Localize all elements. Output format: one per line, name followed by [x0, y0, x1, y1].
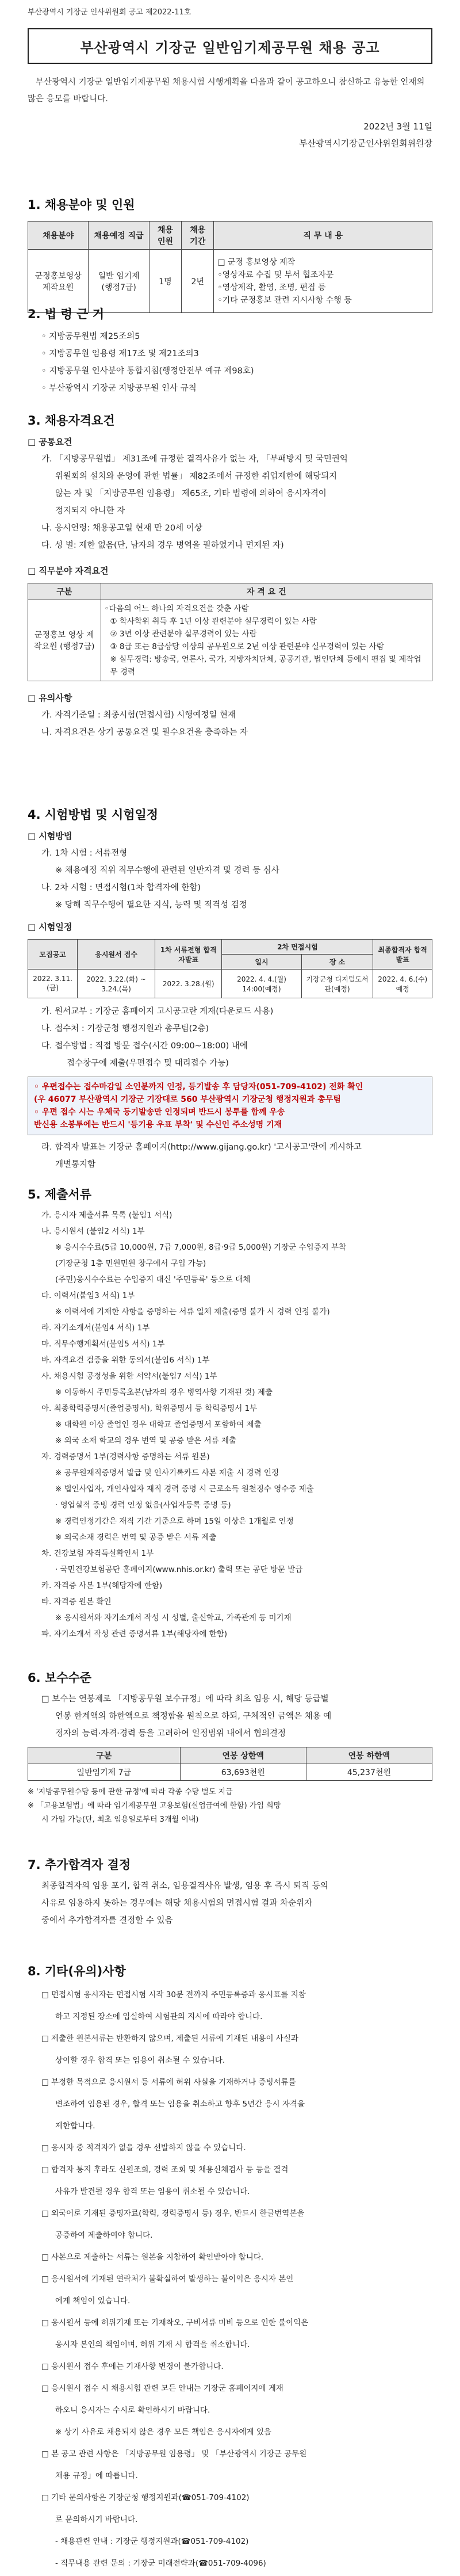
- table-header: 1차 서류전형 합격자발표: [155, 940, 222, 970]
- list-line: 하고 지정된 장소에 입실하여 시험관의 지시에 따라야 합니다.: [55, 2012, 263, 2021]
- table-cell: 2022. 4. 4.(월) 14:00(예정): [222, 970, 301, 998]
- legal-item: ◦ 지방공무원법 제25조의5: [41, 332, 140, 341]
- list-line: □ 응시원서 접수 후에는 기재사항 변경이 불가합니다.: [41, 2362, 224, 2371]
- page-title: 부산광역시 기장군 일반임기제공무원 채용 공고: [28, 28, 432, 64]
- list-line: 마. 직무수행계획서(붙임5 서식) 1부: [41, 1339, 165, 1349]
- list-line: ※ 상기 사유로 채용되지 않은 경우 모든 책임은 응시자에게 있음: [55, 2428, 271, 2437]
- schedule-table: [28, 939, 432, 998]
- list-line: 사유가 발견될 경우 합격 또는 임용이 취소될 수 있습니다.: [55, 2187, 250, 2196]
- method-line: ※ 채용예정 직위 직무수행에 관련된 일반자격 및 경력 등 심사: [55, 866, 279, 875]
- section-heading: 6. 보수수준: [28, 1671, 92, 1685]
- recruitment-table: [28, 221, 432, 313]
- note-line: 나. 자격요건은 상기 공통요건 및 필수요건을 충족하는 자: [41, 728, 248, 737]
- table-cell: 2022. 3.11.(금): [28, 970, 78, 998]
- method-title: □ 시험방법: [28, 831, 72, 841]
- list-line: □ 응시원서 접수 시 채용시험 관련 모든 안내는 기장군 홈페이지에 게재: [41, 2384, 283, 2393]
- list-line: □ 본 공고 관련 사항은 「지방공무원 임용령」 및 「부산광역시 기장군 공무원: [41, 2449, 307, 2459]
- list-line: 공증하여 제출하여야 합니다.: [55, 2231, 153, 2240]
- section-heading: 1. 채용분야 및 인원: [28, 198, 135, 212]
- list-line: ※ 법인사업자, 개인사업자 재직 경력 증명 시 근로소득 원천징수 영수증 제출: [55, 1484, 314, 1494]
- detail-line: 가. 원서교부 : 기장군 홈페이지 고시공고란 게재(다운로드 사용): [41, 1007, 274, 1016]
- section-heading: 7. 추가합격자 결정: [28, 1858, 131, 1872]
- list-line: □ 외국어로 기재된 증명자료(학력, 경력증명서 등) 경우, 반드시 한글번역본을: [41, 2209, 305, 2218]
- section-heading: 3. 채용자격요건: [28, 414, 115, 428]
- section-salary: [28, 1669, 432, 1827]
- qual-table: [28, 583, 432, 681]
- notice-number: 부산광역시 기장군 인사위원회 공고 제2022-11호: [28, 8, 191, 17]
- list-line: - 채용관련 안내 : 기장군 행정지원과(☎051-709-4102): [55, 2537, 249, 2546]
- common-line: 정지되지 아니한 자: [55, 506, 125, 516]
- list-line: ※ 외국 소재 학교의 경우 번역 및 공증 받은 서류 제출: [55, 1436, 237, 1445]
- list-line: 채용 규정」에 따릅니다.: [55, 2471, 138, 2480]
- qual-line: ◦다음의 어느 하나의 자격요건을 갖춘 사람: [104, 604, 249, 613]
- additional-line: 사유로 임용하지 못하는 경우에는 해당 채용시험의 면접시험 결과 차순위자: [41, 1899, 313, 1908]
- box-line: (우 46077 부산광역시 기장군 기장대로 560 부산광역시 기장군청 행정지원과 총무팀: [34, 1095, 341, 1104]
- table-header: 응시원서 접수: [78, 940, 155, 970]
- mail-notice-box: [28, 1077, 432, 1135]
- list-line: 에게 책임이 있습니다.: [55, 2296, 131, 2306]
- salary-table: [28, 1747, 432, 1781]
- list-line: □ 응시자 중 적격자가 없을 경우 선발하지 않을 수 있습니다.: [41, 2143, 246, 2153]
- method-line: 나. 2차 시험 : 면접시험(1차 합격자에 한함): [41, 883, 201, 892]
- detail-line: 접수창구에 제출(우편접수 및 대리접수 가능): [67, 1059, 229, 1068]
- list-line: 하오니 응시자는 수시로 확인하시기 바랍니다.: [55, 2406, 210, 2415]
- salary-note: ※ 「고용보험법」에 따라 임기제공무원 고용보험(실업급여에 한함) 가입 희망: [28, 1802, 281, 1810]
- salary-note: ※ '지방공무원수당 등에 관한 규정'에 따라 각종 수당 별도 지급: [28, 1788, 233, 1796]
- table-cell: 일반임기제 7급: [28, 1764, 181, 1781]
- table-cell: 2022. 3.28.(월): [155, 970, 222, 998]
- list-line: 사. 채용시험 공정성을 위한 서약서(붙임7 서식) 1부: [41, 1372, 217, 1381]
- common-line: 가. 「지방공무원법」 제31조에 규정한 결격사유가 없는 자, 「부패방지 및 국민권익: [41, 455, 348, 464]
- common-line: 위원회의 설치와 운영에 관한 법률」 제82조에서 규정한 취업제한에 해당되지: [55, 472, 338, 481]
- qual-line: ③ 8급 또는 8급상당 이상의 공무원으로 2년 이상 관련분야 실무경력이 있는 사람: [110, 642, 384, 651]
- table-cell: 일반 임기제 (행정7급): [89, 250, 149, 313]
- list-line: 로 문의하시기 바랍니다.: [55, 2515, 138, 2524]
- list-line: □ 부정한 목적으로 응시원서 등 서류에 허위 사실을 기재하거나 증빙서류를: [41, 2078, 296, 2087]
- section-heading: 4. 시험방법 및 시험일정: [28, 808, 159, 822]
- table-header: 자 격 요 건: [101, 583, 432, 600]
- method-line: 가. 1차 시험 : 서류전형: [41, 849, 128, 858]
- list-line: ※ 외국소재 경력은 번역 및 공증 받은 서류 제출: [55, 1533, 217, 1542]
- common-line: 않는 자 및 「지방공무원 임용령」 제65조, 기타 법령에 의하여 응시자격이: [55, 489, 327, 498]
- section-heading: 2. 법 령 근 거: [28, 307, 104, 321]
- detail-line: 나. 접수처 : 기장군청 행정지원과 총무팀(2층): [41, 1024, 209, 1033]
- list-line: 자. 경력증명서 1부(경력사항 증명하는 서류 원본): [41, 1452, 210, 1461]
- list-line: ※ 이동하시 주민등록초본(남자의 경우 병역사항 기재된 것) 제출: [55, 1388, 273, 1397]
- duty-line: ◦영상자료 수집 및 부서 협조자문: [217, 270, 334, 280]
- duty-line: ◦기타 군정홍보 관련 지시사항 수행 등: [217, 295, 352, 305]
- section-legal-basis: [28, 305, 432, 397]
- list-line: □ 응시원서 등에 허위기재 또는 기재착오, 구비서류 미비 등으로 인한 불이익은: [41, 2318, 309, 2327]
- list-line: 나. 응시원서 (붙임2 서식) 1부: [41, 1227, 145, 1236]
- salary-line: 정자의 능력·자격·경력 등을 고려하여 일정범위 내에서 협의결정: [55, 1729, 286, 1738]
- table-subheader: 장 소: [301, 955, 373, 970]
- table-cell: 2년: [182, 250, 214, 313]
- method-line: ※ 당해 직무수행에 필요한 지식, 능력 및 적격성 검정: [55, 900, 247, 910]
- announce-org: 부산광역시기장군인사위원회위원장: [299, 138, 432, 148]
- table-cell: 45,237천원: [306, 1764, 432, 1781]
- common-title: □ 공통요건: [28, 437, 72, 447]
- list-line: ※ 대학원 이상 졸업인 경우 대학교 졸업증명서 포함하여 제출: [55, 1420, 262, 1429]
- detail-line: 다. 접수방법 : 직접 방문 접수(시간 09:00~18:00) 내에: [41, 1041, 248, 1051]
- box-line: ◦ 우편 접수 시는 우체국 등기발송만 인정되며 반드시 봉투를 함께 우송: [34, 1108, 285, 1117]
- qual-cell: [101, 600, 432, 681]
- duty-line: □ 군정 홍보영상 제작: [217, 257, 296, 267]
- additional-line: 중에서 추가합격자를 결정할 수 있음: [41, 1916, 173, 1925]
- box-line: 반신용 소봉투에는 반드시 '등기용 우표 부착' 및 수신인 주소성명 기재: [34, 1120, 282, 1129]
- table-header: 구분: [28, 1747, 181, 1764]
- list-line: 카. 자격증 사본 1부(해당자에 한함): [41, 1581, 163, 1590]
- section-recruitment: [28, 196, 432, 313]
- table-header: 2차 면접시험: [222, 940, 373, 955]
- legal-item: ◦ 지방공무원 임용령 제17조 및 제21조의3: [41, 349, 199, 358]
- table-cell: 1명: [149, 250, 181, 313]
- sched-title: □ 시험일정: [28, 922, 72, 932]
- list-line: · 영업실적 증빙 경력 인정 없음(사업자등록 증명 등): [55, 1501, 231, 1510]
- list-line: 아. 최종학력증명서(졸업증명서), 학위증명서 등 학력증명서 1부: [41, 1404, 258, 1413]
- list-line: 바. 자격요건 검증을 위한 동의서(붙임6 서식) 1부: [41, 1356, 210, 1365]
- salary-note: 시 가입 가능(단, 최초 임용일로부터 3개월 이내): [41, 1815, 199, 1824]
- legal-item: ◦ 지방공무원 인사분야 통합지침(행정안전부 예규 제98호): [41, 367, 254, 376]
- intro-paragraph: 부산광역시 기장군 일반임기제공무원 채용시험 시행계획을 다음과 같이 공고하오니 참신하고 유능한 인재의 많은 응모를 바랍니다.: [28, 78, 425, 104]
- list-line: ※ 응시원서와 자기소개서 작성 시 성별, 출신학교, 가족관계 등 미기재: [55, 1613, 292, 1623]
- section-qualifications: [28, 411, 432, 741]
- note-line: 가. 자격기준일 : 최종시험(면접시험) 시행예정일 현재: [41, 711, 236, 720]
- qual-line: ① 학사학위 취득 후 1년 이상 관련분야 실무경력이 있는 사람: [110, 617, 317, 626]
- list-line: ※ 응시수수료(5급 10,000원, 7급 7,000원, 8급·9급 5,000원) 기장군 수입증지 부착: [55, 1243, 347, 1252]
- table-header: 모집공고: [28, 940, 78, 970]
- list-line: □ 면접시험 응시자는 면접시험 시작 30분 전까지 주민등록증과 응시표를 지참: [41, 1990, 306, 1999]
- qual-line: ② 3년 이상 관련분야 실무경력이 있는 사람: [110, 629, 257, 639]
- table-subheader: 일시: [222, 955, 301, 970]
- list-line: 파. 자기소개서 작성 관련 증명서류 1부(해당자에 한함): [41, 1629, 228, 1639]
- list-line: (주민)응시수수료는 수입증지 대신 '주민등록' 등으로 대체: [55, 1275, 251, 1284]
- list-line: 타. 자격증 원본 확인: [41, 1597, 112, 1606]
- table-cell: 2022. 3.22.(화) ~ 3.24.(목): [78, 970, 155, 998]
- qual-line: ※ 실무경력: 방송국, 언론사, 국가, 지방자치단체, 공공기관, 법인단체 등에서 편집 및 제작업무 경력: [110, 655, 421, 677]
- section-heading: 5. 제출서류: [28, 1188, 92, 1201]
- table-header: 채용 기간: [182, 222, 214, 250]
- list-line: (기장군청 1층 민원민원 창구에서 구입 가능): [55, 1259, 206, 1268]
- table-cell: 2022. 4. 6.(수) 예정: [373, 970, 432, 998]
- table-cell: 기장군청 디지털도서관(예정): [301, 970, 373, 998]
- list-line: □ 기타 문의사항은 기장군청 행정지원과(☎051-709-4102): [41, 2493, 250, 2502]
- list-line: □ 사본으로 제출하는 서류는 원본을 지참하여 확인받아야 합니다.: [41, 2253, 264, 2262]
- list-line: ※ 경력인정기간은 재직 기간 기준으로 하며 15일 이상은 1개월로 인정: [55, 1517, 294, 1526]
- list-line: ※ 공무원재직증명서 발급 및 인사기록카드 사본 제출 시 경력 인정: [55, 1468, 279, 1478]
- list-line: 변조하여 임용된 경우, 합격 또는 임용을 취소하고 향후 5년간 응시 자격을: [55, 2100, 305, 2109]
- section-exam: [28, 806, 432, 1173]
- list-line: 가. 응시자 제출서류 목록 (붙임1 서식): [41, 1211, 172, 1220]
- table-header: 연봉 하한액: [306, 1747, 432, 1764]
- list-line: 다. 이력서(붙임3 서식) 1부: [41, 1291, 135, 1300]
- documents-list: [28, 1207, 432, 1642]
- list-line: □ 합격자 통지 후라도 신원조회, 경력 조회 및 채용신체검사 등 등을 결격: [41, 2165, 289, 2174]
- common-line: 나. 응시연령: 채용공고일 현재 만 20세 이상: [41, 524, 202, 533]
- result-line: 라. 합격자 발표는 기장군 홈페이지(http://www.gijang.go.kr) '고시공고'란에 게시하고: [41, 1143, 362, 1152]
- common-line: 다. 성 별: 제한 없음(단, 남자의 경우 병역을 필하였거나 면제된 자): [41, 541, 284, 550]
- table-header: 연봉 상한액: [180, 1747, 306, 1764]
- salary-line: 연봉 한계액의 하한액으로 책정함을 원칙으로 하되, 구체적인 금액은 채용 예: [55, 1712, 332, 1721]
- section-documents: [28, 1185, 432, 1642]
- notes-list: [28, 1984, 432, 2574]
- list-line: 차. 건강보험 자격득실확인서 1부: [41, 1549, 154, 1558]
- note-title: □ 유의사항: [28, 693, 72, 703]
- table-header: 채용예정 직급: [89, 222, 149, 250]
- duty-line: ◦영상제작, 촬영, 조명, 편집 등: [217, 283, 326, 292]
- additional-line: 최종합격자의 임용 포기, 합격 취소, 임용결격사유 발생, 임용 후 즉시 퇴직 등의: [41, 1882, 328, 1891]
- list-line: □ 제출한 원본서류는 반환하지 않으며, 제출된 서류에 기재된 내용이 사실과: [41, 2034, 298, 2043]
- legal-item: ◦ 부산광역시 기장군 지방공무원 인사 규칙: [41, 384, 197, 393]
- section-additional: [28, 1856, 432, 1929]
- result-line: 개별통지함: [55, 1160, 96, 1169]
- announce-date: 2022년 3월 11일: [363, 121, 432, 132]
- table-cell: 군정홍보 영상 제작요원 (행정7급): [28, 600, 101, 681]
- qual-title: □ 직무분야 자격요건: [28, 566, 109, 576]
- table-header: 직 무 내 용: [214, 222, 432, 250]
- table-header: 최종합격자 합격발표: [373, 940, 432, 970]
- table-header: 구분: [28, 583, 101, 600]
- list-line: □ 응시원서에 기재된 연락처가 불확실하여 발생하는 불이익은 응시자 본인: [41, 2274, 294, 2284]
- section-heading: 8. 기타(유의)사항: [28, 1964, 126, 1978]
- table-header: 채용 인원: [149, 222, 181, 250]
- section-notes: [28, 1962, 432, 2574]
- list-line: 제한합니다.: [55, 2121, 95, 2131]
- list-line: ※ 이력서에 기재한 사항을 증명하는 서류 일체 제출(증명 불가 시 경력 인정 불가): [55, 1307, 330, 1316]
- list-line: · 국민건강보험공단 홈페이지(www.nhis.or.kr) 출력 또는 공단 방문 발급: [55, 1565, 303, 1574]
- duties-cell: [214, 250, 432, 313]
- table-header: 채용분야: [28, 222, 89, 250]
- list-line: 응시자 본인의 책임이며, 허위 기재 시 합격을 취소합니다.: [55, 2340, 250, 2349]
- box-line: ◦ 우편접수는 접수마감일 소인분까지 인정, 등기발송 후 담당자(051-709-4102) 전화 확인: [34, 1082, 363, 1092]
- list-line: - 직무내용 관련 문의 : 기장군 미래전략과(☎051-709-4096): [55, 2559, 266, 2568]
- list-line: 라. 자기소개서(붙임4 서식) 1부: [41, 1323, 150, 1333]
- list-line: 상이할 경우 합격 또는 임용이 취소될 수 있습니다.: [55, 2056, 225, 2065]
- salary-line: □ 보수는 연봉제로 「지방공무원 보수규정」에 따라 최초 임용 시, 해당 등급별: [41, 1695, 329, 1704]
- table-cell: 63,693천원: [180, 1764, 306, 1781]
- table-cell: 군정홍보영상 제작요원: [28, 250, 89, 313]
